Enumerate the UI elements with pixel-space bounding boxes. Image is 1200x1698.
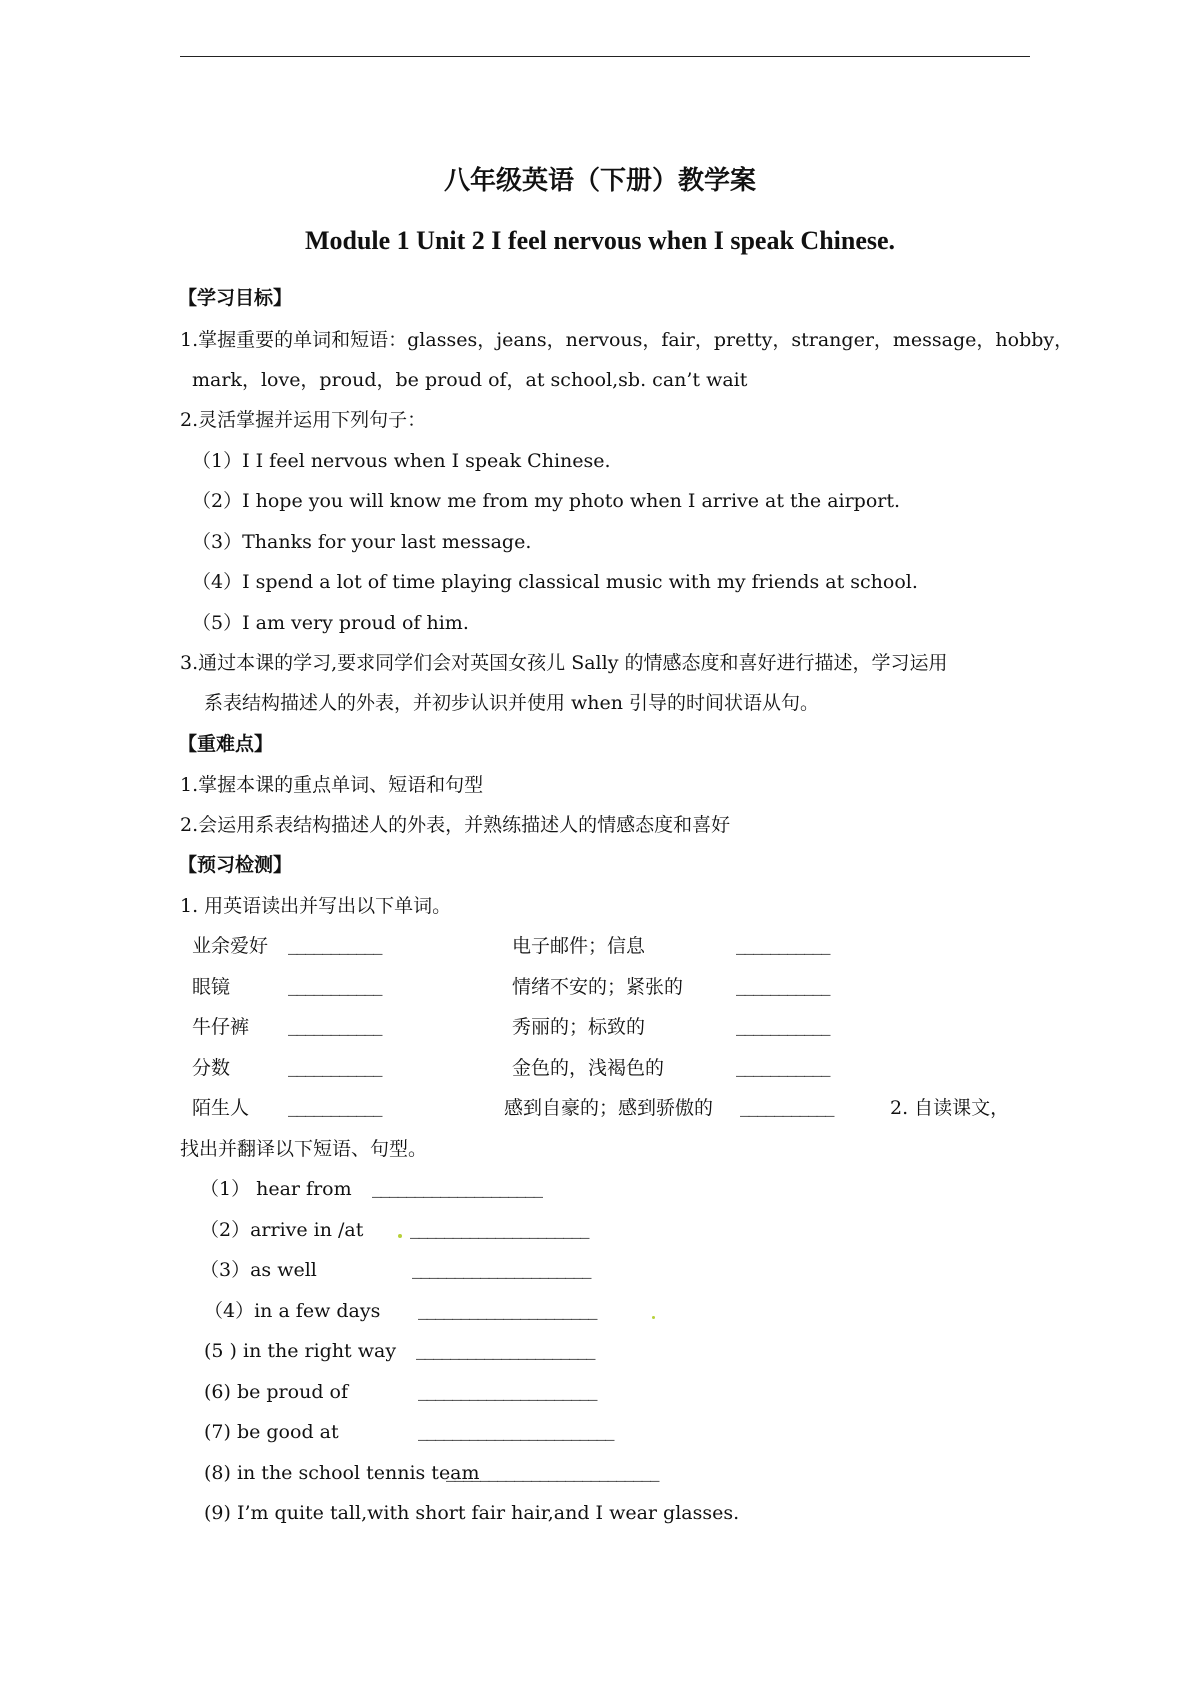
preview-question-2-line-2: 找出并翻译以下短语、句型。 xyxy=(180,1138,428,1160)
answer-blank: ___________ xyxy=(288,933,382,955)
green-dot xyxy=(652,1316,655,1319)
answer-blank: ___________ xyxy=(736,933,830,955)
phrase-5: (5 ) in the right way xyxy=(204,1340,397,1362)
top-rule xyxy=(180,56,1030,57)
phrase-7: (7) be good at xyxy=(204,1421,339,1443)
objective-2: 2.灵活掌握并运用下列句子： xyxy=(180,409,427,431)
key-point-1: 1.掌握本课的重点单词、短语和句型 xyxy=(180,774,484,796)
answer-blank: ___________ xyxy=(288,1014,382,1036)
phrase-blank: _________________________ xyxy=(446,1460,659,1482)
phrase-blank: _____________________ xyxy=(418,1298,597,1320)
objective-3-line-2: 系表结构描述人的外表，并初步认识并使用 when 引导的时间状语从句。 xyxy=(204,692,820,714)
sentence-4: （4）I spend a lot of time playing classical music with my friends at school. xyxy=(192,571,918,593)
page-title-en: Module 1 Unit 2 I feel nervous when I speak Chinese. xyxy=(304,226,896,255)
phrase-blank: _____________________ xyxy=(416,1338,595,1360)
phrase-blank: _______________________ xyxy=(418,1419,614,1441)
vocab-right-1: 电子邮件；信息 xyxy=(512,935,646,957)
vocab-right-3: 秀丽的；标致的 xyxy=(512,1016,646,1038)
key-point-2: 2.会运用系表结构描述人的外表，并熟练描述人的情感态度和喜好 xyxy=(180,814,731,836)
phrase-blank: _____________________ xyxy=(418,1379,597,1401)
preview-heading: 【预习检测】 xyxy=(178,854,293,876)
vocab-right-2: 情绪不安的；紧张的 xyxy=(512,976,684,998)
sentence-1: （1）I I feel nervous when I speak Chinese. xyxy=(192,450,611,472)
phrase-3: （3）as well xyxy=(200,1259,317,1281)
phrase-1: （1） hear from xyxy=(200,1178,352,1200)
phrase-6: (6) be proud of xyxy=(204,1381,348,1403)
vocab-right-5: 感到自豪的；感到骄傲的 xyxy=(504,1097,714,1119)
sentence-5: （5）I am very proud of him. xyxy=(192,612,469,634)
phrase-blank: _____________________ xyxy=(410,1217,589,1239)
page-title-cn: 八年级英语（下册）教学案 xyxy=(443,166,756,196)
objectives-heading: 【学习目标】 xyxy=(178,287,293,309)
sentence-3: （3）Thanks for your last message. xyxy=(192,531,532,553)
answer-blank: ___________ xyxy=(288,1095,382,1117)
objective-1-line-2: mark，love，proud，be proud of，at school,sb. can’t wait xyxy=(192,369,748,391)
vocab-left-3: 牛仔裤 xyxy=(192,1016,250,1038)
phrase-4: （4）in a few days xyxy=(204,1300,381,1322)
vocab-left-2: 眼镜 xyxy=(192,976,231,998)
phrase-blank: ____________________ xyxy=(372,1176,542,1198)
vocab-left-1: 业余爱好 xyxy=(192,935,269,957)
sentence-2: （2）I hope you will know me from my photo when I arrive at the airport. xyxy=(192,490,901,512)
vocab-left-4: 分数 xyxy=(192,1057,231,1079)
objective-1-line-1: 1.掌握重要的单词和短语：glasses，jeans，nervous，fair，pretty，stranger，message，hobby， xyxy=(180,329,1074,351)
answer-blank: ___________ xyxy=(740,1095,834,1117)
vocab-right-4: 金色的，浅褐色的 xyxy=(512,1057,665,1079)
answer-blank: ___________ xyxy=(736,1014,830,1036)
answer-blank: ___________ xyxy=(736,974,830,996)
vocab-left-5: 陌生人 xyxy=(192,1097,250,1119)
answer-blank: ___________ xyxy=(288,1055,382,1077)
phrase-8: (8) in the school tennis team xyxy=(204,1462,480,1484)
phrase-blank: _____________________ xyxy=(412,1257,591,1279)
preview-question-1: 1. 用英语读出并写出以下单词。 xyxy=(180,895,452,917)
phrase-2: （2）arrive in /at xyxy=(200,1219,364,1241)
phrase-9: (9) I’m quite tall,with short fair hair,and I wear glasses. xyxy=(204,1502,740,1524)
answer-blank: ___________ xyxy=(736,1055,830,1077)
preview-question-2: 2. 自读课文， xyxy=(890,1097,1010,1119)
key-points-heading: 【重难点】 xyxy=(178,733,274,755)
objective-3-line-1: 3.通过本课的学习,要求同学们会对英国女孩儿 Sally 的情感态度和喜好进行描述，学习运用 xyxy=(180,652,948,674)
green-dot xyxy=(398,1234,402,1238)
answer-blank: ___________ xyxy=(288,974,382,996)
